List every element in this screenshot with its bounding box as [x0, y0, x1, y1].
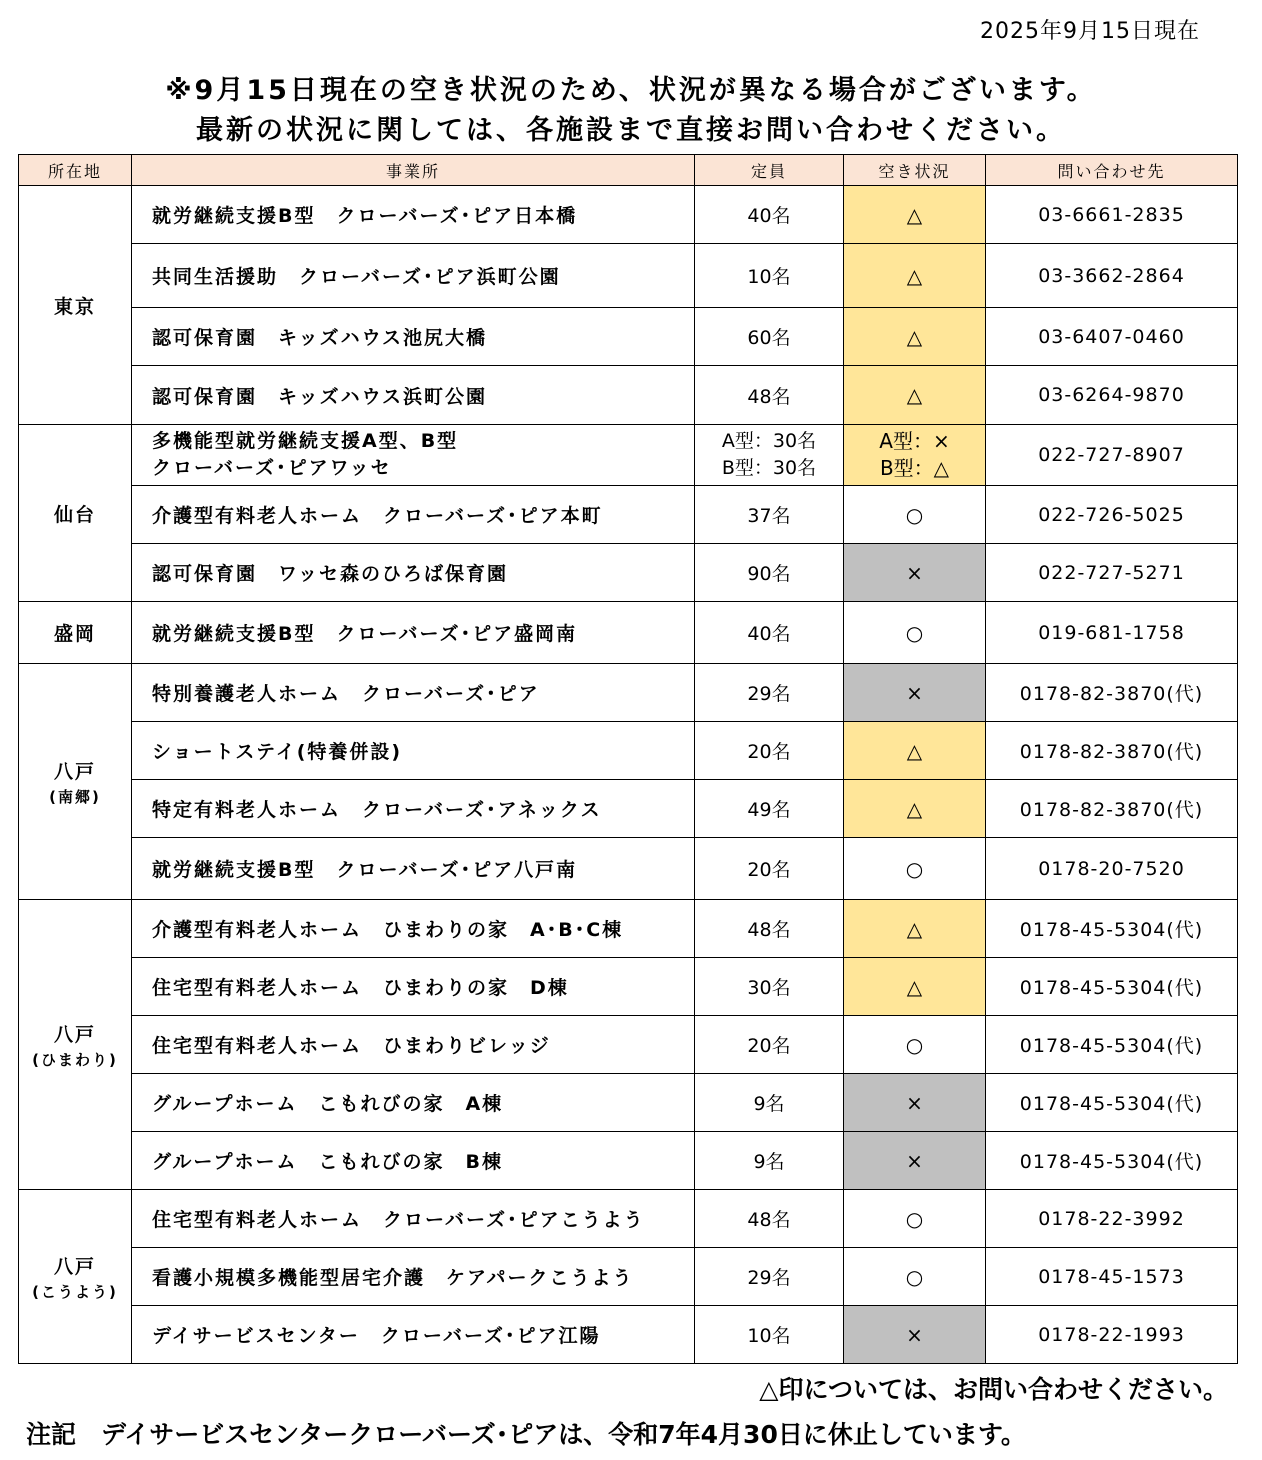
location-hachinohe-himawari: 八戸 (ひまわり) [19, 900, 132, 1190]
capacity-value: 29名 [695, 664, 844, 722]
contact-phone: 0178-45-5304(代) [986, 958, 1238, 1016]
notice-line-1: ※9月15日現在の空き状況のため、状況が異なる場合がございます。 [165, 75, 1097, 106]
table-header-row [19, 155, 1238, 186]
capacity-value: 48名 [695, 1190, 844, 1248]
capacity-value: 20名 [695, 1016, 844, 1074]
capacity-value: 90名 [695, 544, 844, 602]
header-status: 空き状況 [844, 155, 986, 186]
capacity-value: 29名 [695, 1248, 844, 1306]
facility-name: 認可保育園 キッズハウス池尻大橋 [132, 308, 695, 366]
table-row [19, 1132, 1238, 1190]
location-hachinohe-koyo: 八戸 (こうよう) [19, 1190, 132, 1364]
contact-phone: 03-6407-0460 [986, 308, 1238, 366]
table-row [19, 1190, 1238, 1248]
status-value: △ [844, 722, 986, 780]
notice-line-2: 最新の状況に関しては、各施設まで直接お問い合わせください。 [196, 115, 1066, 146]
table-row [19, 425, 1238, 486]
status-value: ○ [844, 1190, 986, 1248]
capacity-value: 30名 [695, 958, 844, 1016]
contact-phone: 03-6264-9870 [986, 366, 1238, 425]
capacity-value: 9名 [695, 1074, 844, 1132]
table-row [19, 958, 1238, 1016]
table-row [19, 544, 1238, 602]
facility-name: 多機能型就労継続支援A型、B型 クローバーズ･ピアワッセ [132, 425, 695, 486]
facility-name: 認可保育園 キッズハウス浜町公園 [132, 366, 695, 425]
contact-phone: 0178-45-5304(代) [986, 900, 1238, 958]
facility-name: ショートステイ(特養併設) [132, 722, 695, 780]
table-row [19, 244, 1238, 308]
header-facility: 事業所 [132, 155, 695, 186]
contact-phone: 0178-22-3992 [986, 1190, 1238, 1248]
capacity-value: 9名 [695, 1132, 844, 1190]
capacity-value: 37名 [695, 486, 844, 544]
facility-name: 住宅型有料老人ホーム ひまわりビレッジ [132, 1016, 695, 1074]
capacity-value: 20名 [695, 722, 844, 780]
facility-name: 就労継続支援B型 クローバーズ･ピア日本橋 [132, 186, 695, 244]
contact-phone: 0178-45-5304(代) [986, 1016, 1238, 1074]
status-value: ○ [844, 1248, 986, 1306]
table-row [19, 722, 1238, 780]
status-value: △ [844, 244, 986, 308]
contact-phone: 0178-82-3870(代) [986, 722, 1238, 780]
status-value: × [844, 1306, 986, 1364]
facility-name: 特別養護老人ホーム クローバーズ･ピア [132, 664, 695, 722]
contact-phone: 0178-45-5304(代) [986, 1074, 1238, 1132]
status-value: ○ [844, 1016, 986, 1074]
table-row [19, 186, 1238, 244]
status-value: ○ [844, 838, 986, 900]
location-tokyo: 東京 [19, 186, 132, 425]
status-value: × [844, 544, 986, 602]
header-contact: 問い合わせ先 [986, 155, 1238, 186]
table-row [19, 1248, 1238, 1306]
table-row [19, 780, 1238, 838]
table-row [19, 838, 1238, 900]
table-row [19, 900, 1238, 958]
contact-phone: 0178-82-3870(代) [986, 780, 1238, 838]
capacity-value: 40名 [695, 602, 844, 664]
status-value: △ [844, 900, 986, 958]
facility-name: デイサービスセンター クローバーズ･ピア江陽 [132, 1306, 695, 1364]
location-morioka: 盛岡 [19, 602, 132, 664]
capacity-value: 49名 [695, 780, 844, 838]
facility-name: 就労継続支援B型 クローバーズ･ピア八戸南 [132, 838, 695, 900]
facility-name: 認可保育園 ワッセ森のひろば保育園 [132, 544, 695, 602]
contact-phone: 0178-45-1573 [986, 1248, 1238, 1306]
status-value: △ [844, 958, 986, 1016]
capacity-value: 20名 [695, 838, 844, 900]
contact-phone: 022-727-5271 [986, 544, 1238, 602]
facility-name: 住宅型有料老人ホーム クローバーズ･ピアこうよう [132, 1190, 695, 1248]
location-sendai: 仙台 [19, 425, 132, 602]
table-row [19, 1016, 1238, 1074]
status-value: ○ [844, 486, 986, 544]
status-value: × [844, 1132, 986, 1190]
contact-phone: 019-681-1758 [986, 602, 1238, 664]
table-row [19, 1306, 1238, 1364]
status-value: A型：× B型：△ [844, 425, 986, 486]
capacity-value: 10名 [695, 244, 844, 308]
facility-name: 介護型有料老人ホーム ひまわりの家 A･B･C棟 [132, 900, 695, 958]
facility-name: グループホーム こもれびの家 B棟 [132, 1132, 695, 1190]
status-value: △ [844, 780, 986, 838]
table-row [19, 664, 1238, 722]
contact-phone: 0178-82-3870(代) [986, 664, 1238, 722]
contact-phone: 03-3662-2864 [986, 244, 1238, 308]
facility-name: 共同生活援助 クローバーズ･ピア浜町公園 [132, 244, 695, 308]
status-value: ○ [844, 602, 986, 664]
contact-phone: 022-727-8907 [986, 425, 1238, 486]
facility-name: 就労継続支援B型 クローバーズ･ピア盛岡南 [132, 602, 695, 664]
status-value: △ [844, 308, 986, 366]
table-row [19, 308, 1238, 366]
contact-phone: 0178-20-7520 [986, 838, 1238, 900]
footnote: 注記 デイサービスセンタークローバーズ･ピアは、令和7年4月30日に休止しています。 [26, 1420, 1026, 1449]
contact-phone: 022-726-5025 [986, 486, 1238, 544]
facility-name: 住宅型有料老人ホーム ひまわりの家 D棟 [132, 958, 695, 1016]
location-hachinohe-nango: 八戸 (南郷) [19, 664, 132, 900]
facility-name: グループホーム こもれびの家 A棟 [132, 1074, 695, 1132]
table-row [19, 486, 1238, 544]
status-value: × [844, 1074, 986, 1132]
facility-name: 介護型有料老人ホーム クローバーズ･ピア本町 [132, 486, 695, 544]
status-value: △ [844, 186, 986, 244]
table-row [19, 602, 1238, 664]
triangle-legend: △印については、お問い合わせください。 [759, 1375, 1228, 1404]
capacity-value: 10名 [695, 1306, 844, 1364]
header-location: 所在地 [19, 155, 132, 186]
as-of-date: 2025年9月15日現在 [980, 19, 1200, 44]
status-value: × [844, 664, 986, 722]
contact-phone: 03-6661-2835 [986, 186, 1238, 244]
contact-phone: 0178-22-1993 [986, 1306, 1238, 1364]
facility-name: 特定有料老人ホーム クローバーズ･アネックス [132, 780, 695, 838]
header-capacity: 定員 [695, 155, 844, 186]
status-value: △ [844, 366, 986, 425]
table-row [19, 366, 1238, 425]
capacity-value: 48名 [695, 366, 844, 425]
capacity-value: A型：30名 B型：30名 [695, 425, 844, 486]
table-row [19, 1074, 1238, 1132]
facility-name: 看護小規模多機能型居宅介護 ケアパークこうよう [132, 1248, 695, 1306]
capacity-value: 60名 [695, 308, 844, 366]
capacity-value: 48名 [695, 900, 844, 958]
capacity-value: 40名 [695, 186, 844, 244]
contact-phone: 0178-45-5304(代) [986, 1132, 1238, 1190]
vacancy-table [18, 154, 1238, 1364]
